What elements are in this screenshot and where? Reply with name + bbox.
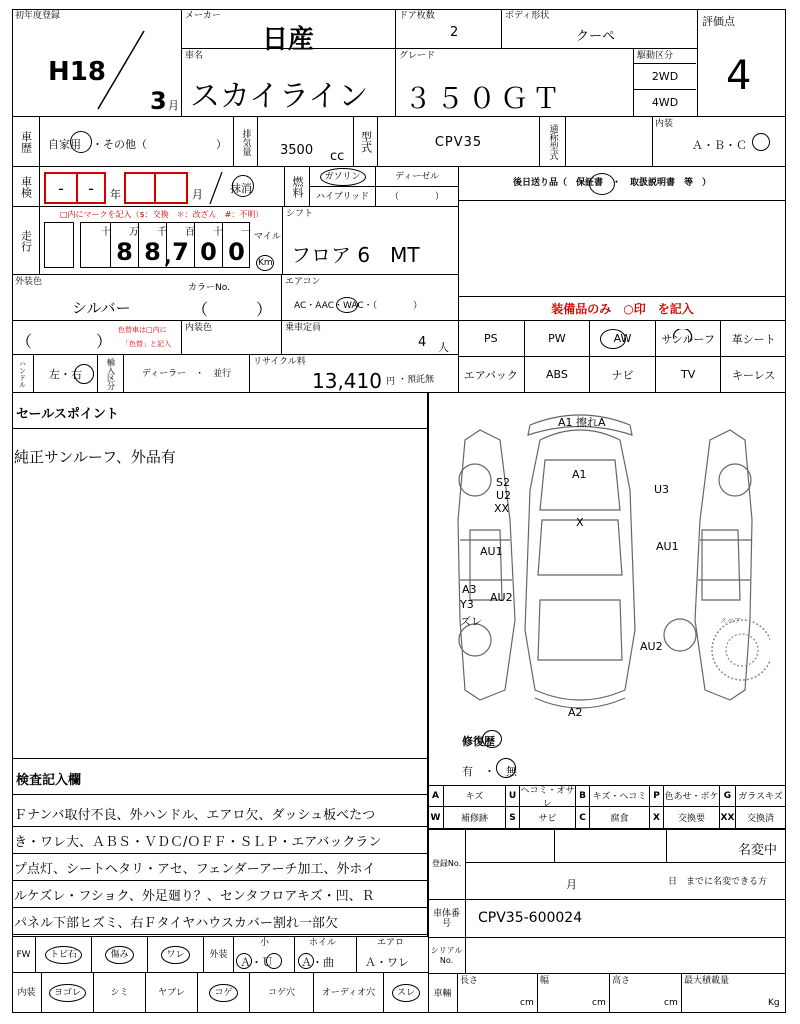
- odometer-digit: 8: [110, 222, 138, 268]
- damage-label: X: [576, 516, 584, 529]
- model-value: スカイライン: [190, 79, 369, 114]
- dims-row: [428, 973, 786, 1013]
- no-inspect-circle: [232, 175, 254, 197]
- chassis-label: 車体番号: [428, 900, 466, 937]
- later-cell: [458, 167, 786, 201]
- damage-label: A1 擦れA: [558, 416, 606, 429]
- handle-value: 左・右: [49, 368, 82, 381]
- legend-code: W: [428, 807, 444, 829]
- sales-text: 純正サンルーフ、外品有: [14, 448, 176, 466]
- interior-label: 内装: [655, 119, 674, 129]
- aero-value: Ａ・ワレ: [365, 956, 409, 969]
- int-item-label: シミ: [110, 988, 129, 998]
- length-cell: [458, 974, 538, 1013]
- first-reg-label: 初年度登録: [15, 11, 61, 21]
- odometer-unit-label: 万: [129, 227, 139, 238]
- model-cell: [182, 49, 396, 117]
- legend-desc: サビ: [520, 807, 576, 829]
- serial-label: シリアルNo.: [428, 938, 466, 973]
- wheel-label: ホイル: [309, 938, 337, 948]
- int-item: [94, 973, 146, 1013]
- inspection-rule: [12, 880, 428, 881]
- height-label: 高さ: [612, 976, 631, 986]
- legend-code: U: [506, 785, 520, 807]
- model-code: CPV35: [434, 134, 483, 150]
- recycle-cell: [250, 355, 458, 393]
- legend-desc: キズ・ヘコミ: [590, 785, 650, 807]
- aircon-value: AC・AAC・WAC・（ ）: [294, 301, 423, 311]
- inspection-line: き・ワレ大、ＡＢＳ・ＶＤＣ/ＯＦＦ・ＳＬＰ・エアバックラン: [14, 835, 382, 850]
- drive-4wd: 4WD: [634, 89, 696, 115]
- drive-label: 駆動区分: [637, 51, 674, 61]
- odometer-unit-label: 千: [157, 227, 167, 238]
- odometer-digit: 0: [222, 222, 250, 268]
- reg-month: 月: [566, 878, 577, 891]
- width-unit: cm: [592, 998, 606, 1008]
- inspect-box1: -: [44, 172, 78, 204]
- grade-label: グレード: [399, 51, 436, 61]
- legend-code: S: [506, 807, 520, 829]
- aircon-cell: [282, 275, 458, 321]
- small-label: 小: [260, 938, 270, 948]
- warranty-circle: [589, 173, 615, 195]
- inspection-line: Ｆナンバ取付不良、外ハンドル、エアロ欠、ダッシュ板べたつ: [14, 808, 376, 823]
- damage-label: AU2: [490, 591, 513, 604]
- damage-label: U2: [496, 489, 512, 502]
- length-label: 長さ: [460, 976, 479, 986]
- equip-item: エアバック: [458, 357, 524, 393]
- fuel-diesel: ディーゼル: [376, 167, 458, 187]
- change-paren: （ ）: [16, 332, 113, 351]
- int-item: [198, 973, 250, 1013]
- private-circle: [70, 131, 92, 153]
- year-unit: 年: [110, 188, 121, 201]
- inspection-title: 検査記入欄: [16, 773, 82, 788]
- handle-label: ハンドル: [12, 355, 34, 393]
- small-a-circle: [236, 953, 252, 969]
- first-reg-month-unit: 月: [168, 99, 179, 112]
- repair-circle: [482, 730, 502, 748]
- maker-value: 日産: [262, 25, 315, 55]
- fw-item: [92, 937, 148, 973]
- recycle-value: 13,410: [312, 369, 382, 393]
- dims-label: 車輛: [428, 974, 458, 1013]
- ext-aero: [356, 937, 428, 973]
- int-item: [42, 973, 94, 1013]
- serial-row: [428, 937, 786, 973]
- fuel-hybrid: ハイブリッド: [310, 187, 376, 207]
- int-item-label: ヤブレ: [158, 988, 185, 998]
- capacity-label: 乗車定員: [285, 323, 322, 333]
- fuel-label: 燃料: [284, 167, 310, 207]
- damage-label: A2: [568, 706, 583, 719]
- wheel-a-circle: [298, 953, 314, 969]
- legend-code: B: [576, 785, 590, 807]
- shift-value: フロア 6 MT: [291, 243, 420, 267]
- reg-div2: [666, 829, 667, 863]
- fw-item: [148, 937, 204, 973]
- int-item: [384, 973, 428, 1013]
- odometer-unit-label: 十: [101, 227, 111, 238]
- repair-value: 有 ・ 無: [462, 765, 517, 778]
- maker-label: メーカー: [185, 11, 221, 21]
- odometer-comma: ,: [164, 244, 172, 268]
- history-label: 車歴: [12, 117, 40, 167]
- equip-item: AW: [589, 321, 655, 357]
- int-item-label: ヨゴレ: [49, 984, 86, 1002]
- equip-item: PW: [524, 321, 590, 357]
- score-value: 4: [726, 53, 752, 99]
- int-item: [146, 973, 198, 1013]
- km-circle: [256, 255, 274, 271]
- disp-value: 3500: [280, 143, 314, 158]
- score-label: 評価点: [702, 15, 735, 28]
- inspection-line: ルケズレ・フショク、外足廻り？、センタフロアキズ・凹、Ｒ: [14, 889, 375, 904]
- int-color-label: 内装色: [185, 323, 213, 333]
- right-hand-circle: [74, 364, 94, 384]
- int-item-label: スレ: [392, 984, 420, 1002]
- km-label: Km: [258, 258, 273, 268]
- grade-cell: [396, 49, 634, 117]
- damage-label: ズレ: [460, 615, 482, 628]
- fw-item-circle: トビ石: [45, 946, 82, 964]
- model-label: 車名: [185, 51, 204, 61]
- int-color-cell: [182, 321, 282, 355]
- month-unit: 月: [192, 188, 203, 201]
- mile-label: マイル: [254, 232, 281, 242]
- damage-label: A3: [462, 583, 477, 596]
- first-reg-cell: [12, 9, 182, 117]
- history-cell: [40, 117, 234, 167]
- inspection-rule: [12, 907, 428, 908]
- width-cell: [538, 974, 610, 1013]
- damage-label: Y3: [460, 598, 474, 611]
- color-no-paren: （ ）: [192, 300, 273, 319]
- drive-cell: [634, 49, 698, 117]
- ext-color-cell: [12, 275, 282, 321]
- equip-item: ナビ: [589, 357, 655, 393]
- sales-title: セールスポイント: [16, 407, 119, 422]
- legend-desc: 補修跡: [444, 807, 506, 829]
- int-item: [314, 973, 384, 1013]
- repair-label: 修復歴: [462, 735, 495, 748]
- grade-value: ３５０ＧＴ: [404, 82, 565, 115]
- legend-code: G: [720, 785, 736, 807]
- equip-item: PS: [458, 321, 524, 357]
- chassis-row: [428, 899, 786, 937]
- odometer-unit-label: 一: [241, 227, 251, 238]
- damage-label: AU2: [640, 640, 663, 653]
- mileage-mark-box: [44, 222, 74, 268]
- first-reg-month: 3: [150, 87, 167, 115]
- int-item-label: コゲ穴: [267, 988, 295, 998]
- equip-item: 革シート: [720, 321, 786, 357]
- legend-desc: ヘコミ・オサレ: [520, 785, 575, 809]
- legend-desc: 腐食: [590, 807, 650, 829]
- inspect-box3: [124, 172, 156, 204]
- disp-label: 排気量: [234, 117, 258, 167]
- damage-label: U3: [654, 483, 670, 496]
- reg-day-text: 日 までに名変できる方: [668, 877, 768, 887]
- doors-label: ドア枚数: [399, 11, 435, 21]
- equip-item: サンルーフ: [655, 321, 721, 357]
- fuel-other: （ ）: [389, 192, 444, 202]
- int-label: 内装: [12, 973, 42, 1013]
- interior-divider: [652, 117, 653, 167]
- inspection-rule: [12, 826, 428, 827]
- odometer-unit-label: 百: [185, 227, 195, 238]
- damage-label: AU1: [480, 545, 503, 558]
- capacity-cell: [282, 321, 458, 355]
- spare-label: スペア: [720, 617, 741, 625]
- import-label: 輸入区分: [98, 355, 124, 393]
- height-cell: [610, 974, 682, 1013]
- ext-color-value: シルバー: [72, 299, 131, 317]
- legend-code: C: [576, 807, 590, 829]
- mileage-note: □内にマークを記入（$：交換 ＊：改ざん #：不明）: [60, 210, 264, 219]
- width-label: 幅: [540, 976, 550, 986]
- history-close: ）: [216, 138, 227, 151]
- fuel-gas-circle: [320, 168, 366, 186]
- fw-item: [36, 937, 92, 973]
- name-change: 名変中: [738, 843, 778, 858]
- int-item-label: コゲ: [209, 984, 237, 1002]
- shift-label: シフト: [286, 209, 314, 219]
- legend-desc: キズ: [444, 785, 506, 807]
- legend-code: XX: [720, 807, 736, 829]
- cc-unit: cc: [330, 149, 345, 164]
- no-inspect: 抹消: [230, 182, 252, 195]
- disp-cell: [258, 117, 354, 167]
- damage-label: A1: [572, 468, 587, 481]
- damage-label: AU1: [656, 540, 679, 553]
- weight-cell: [682, 974, 786, 1013]
- body-cell: [502, 9, 698, 49]
- capacity-value: 4: [418, 335, 427, 350]
- damage-label: S2: [496, 476, 510, 489]
- equip-item: ABS: [524, 357, 590, 393]
- reg-div1: [554, 829, 555, 863]
- drive-2wd: 2WD: [634, 63, 696, 89]
- model-code-cell: [378, 117, 540, 167]
- equip-item: TV: [655, 357, 721, 393]
- body-value: クーペ: [576, 29, 616, 44]
- wheel-value: Ａ・曲: [301, 956, 334, 969]
- fuel-cell: [310, 167, 458, 207]
- int-item: [250, 973, 314, 1013]
- damage-label: XX: [494, 502, 510, 515]
- inspection-line: パネル下部ヒズミ、右Ｆタイヤハウスカバー割れ一部欠: [14, 916, 338, 931]
- weight-label: 最大積載量: [684, 976, 730, 986]
- fw-item-circle: 傷み: [105, 946, 133, 964]
- repair-none-circle: [496, 758, 516, 778]
- ext-label: 外装: [204, 937, 234, 973]
- sales-title-bar: [12, 393, 428, 429]
- legend-desc: 交換要: [664, 807, 720, 829]
- inspection-rule: [12, 853, 428, 854]
- weight-unit: Kg: [768, 998, 780, 1008]
- small-value: Ａ・Ｕ: [240, 956, 273, 969]
- mileage-label: 走行: [12, 207, 40, 275]
- aac-circle: [336, 297, 358, 313]
- interior-cell: [652, 117, 786, 167]
- shift-cell: [282, 207, 458, 275]
- inspect-label: 車検: [12, 167, 40, 207]
- inspect-box2: -: [76, 172, 106, 204]
- inspect-box4: [154, 172, 188, 204]
- slash-line: [92, 27, 152, 112]
- deposit: ・預託無: [398, 375, 435, 385]
- odometer-digit: 7: [166, 222, 194, 268]
- legend-desc: 色あせ・ボケ: [664, 785, 720, 807]
- car-diagram: [440, 400, 770, 720]
- small-u-circle: [266, 953, 282, 969]
- length-unit: cm: [520, 998, 534, 1008]
- later-label: 後日送り品（ 保証書 ・ 取扱説明書 等 ）: [513, 178, 712, 188]
- doors-value: 2: [450, 25, 459, 40]
- reg-top: [466, 829, 786, 863]
- person-unit: 人: [438, 341, 449, 354]
- aircon-label: エアコン: [285, 277, 321, 287]
- odometer-digit: 0: [194, 222, 222, 268]
- height-unit: cm: [664, 998, 678, 1008]
- inspect-slash: [206, 170, 226, 206]
- ext-color-label: 外装色: [15, 277, 43, 287]
- change-note2: 「色替」と記入: [122, 340, 171, 348]
- equip-item: キーレス: [720, 357, 786, 393]
- history-text: 自家用 ・その他（: [48, 138, 147, 151]
- legend-desc: 交換済: [736, 807, 786, 829]
- legend-code: X: [650, 807, 664, 829]
- yen-unit: 円: [386, 377, 396, 387]
- recycle-label: リサイクル料: [253, 357, 306, 367]
- equip-title: 装備品のみ ○印 を記入: [458, 297, 786, 321]
- score-cell: [698, 9, 786, 117]
- fw-item-circle: ワレ: [161, 946, 189, 964]
- interior-value: Ａ・Ｂ・Ｃ: [692, 139, 747, 152]
- inspection-title-bar: [12, 759, 428, 795]
- fuel-gas: ガソリン: [310, 167, 376, 187]
- inspection-rule: [12, 934, 428, 935]
- doors-cell: [396, 9, 502, 49]
- fw-label: FW: [12, 937, 36, 973]
- change-note1: 色替車は□内に: [118, 326, 167, 334]
- odometer-unit-label: 十: [213, 227, 223, 238]
- aero-label: エアロ: [377, 938, 405, 948]
- odometer-digit: 8: [138, 222, 166, 268]
- reg-no-label: 登録No.: [428, 829, 466, 899]
- maker-cell: [182, 9, 396, 55]
- color-no-label: カラーNo.: [188, 283, 230, 293]
- body-label: ボディ形状: [505, 11, 550, 21]
- interior-c-circle: [752, 133, 770, 151]
- type-label: 型式: [354, 117, 378, 167]
- change-cell: [12, 321, 182, 355]
- import-cell: [124, 355, 250, 393]
- chassis-value: CPV35-600024: [478, 910, 583, 926]
- legend-code: P: [650, 785, 664, 807]
- inspection-line: プ点灯、シートヘタリ・アセ、フェンダーアーチ加工、外ホイ: [14, 862, 376, 877]
- legend-code: A: [428, 785, 444, 807]
- import-value: ディーラー ・ 並行: [141, 369, 232, 379]
- common-label: 通称型式: [540, 117, 566, 167]
- int-item-label: オーディオ穴: [321, 988, 376, 998]
- legend-desc: ガラスキズ: [736, 785, 786, 807]
- first-reg-year: H18: [48, 57, 106, 87]
